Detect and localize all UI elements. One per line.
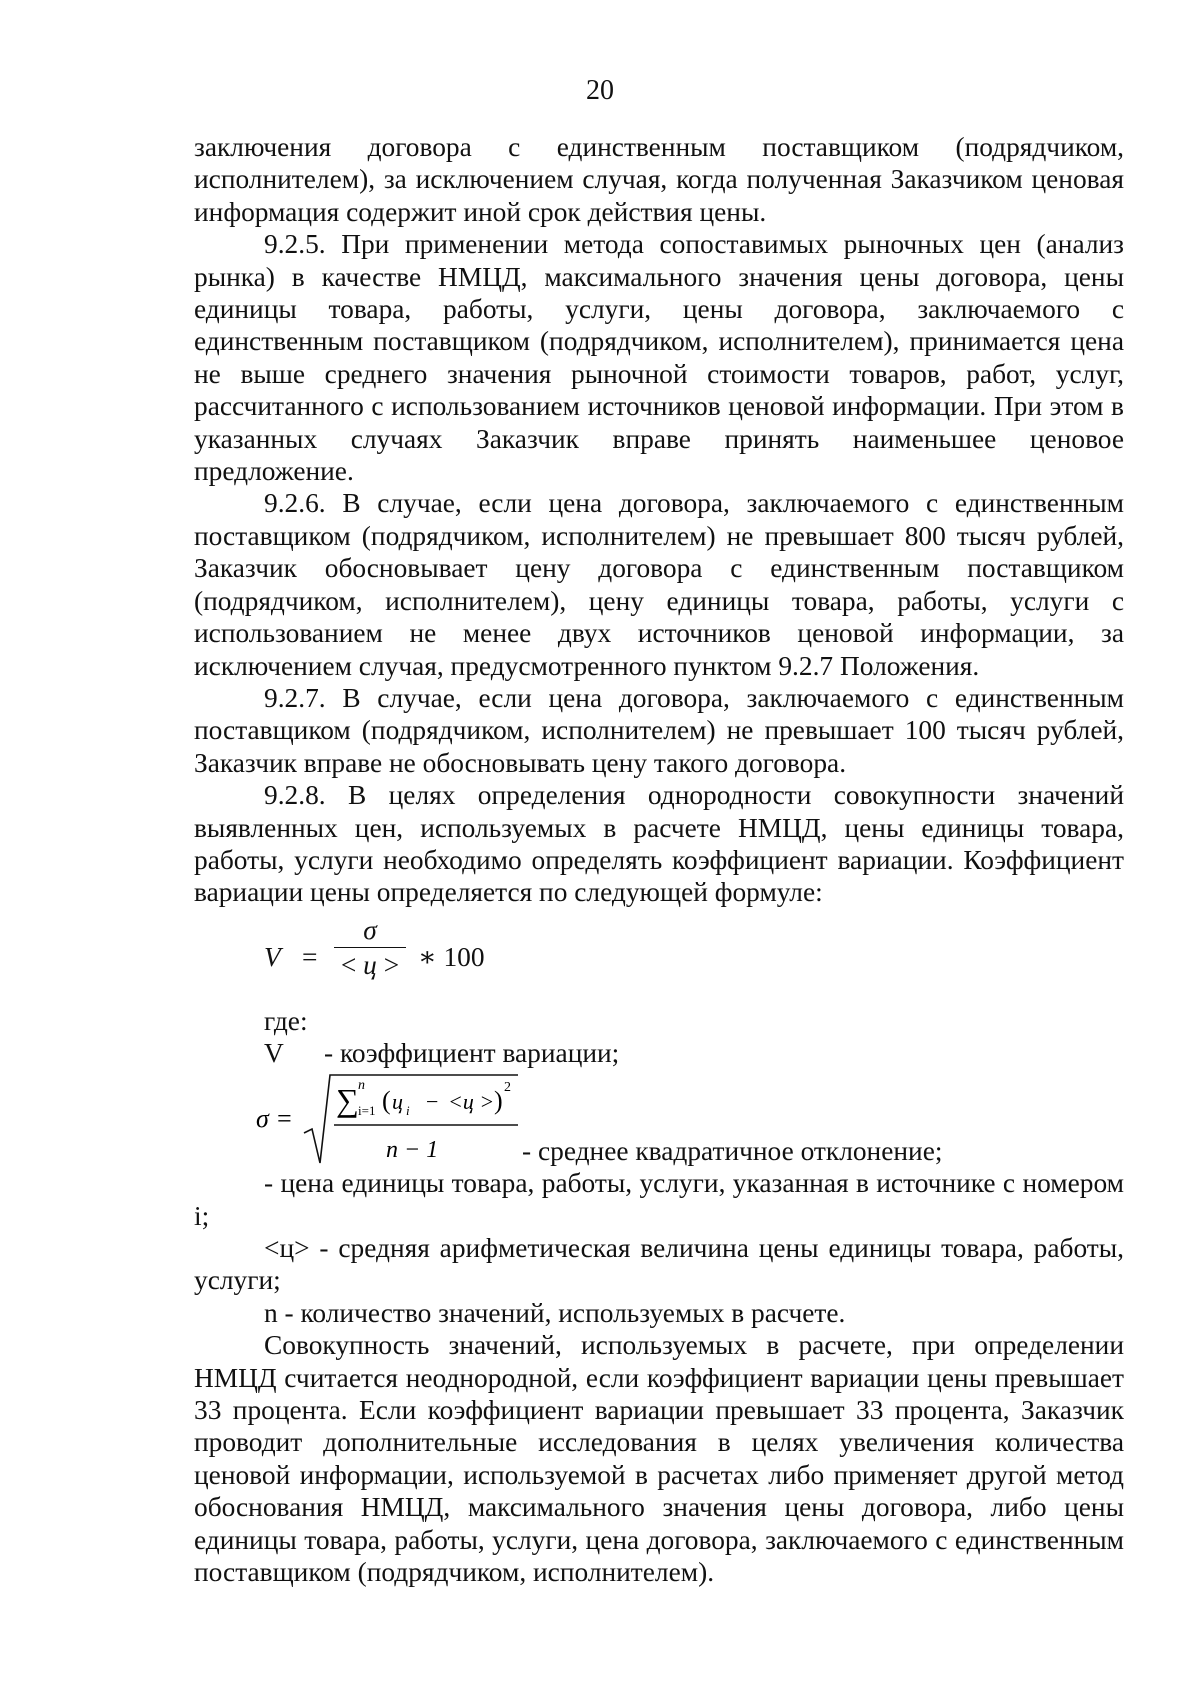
definition-mean: <ц> - средняя арифметическая величина цены единицы товара, работы, услуги; [194, 1232, 1124, 1296]
paragraph-9-2-5: 9.2.5. При применении метода сопоставимых рыночных цен (анализ рынка) в качестве НМЦД, максимального значения цены договора, цены единицы товара, работы, услуги, цены договора, заключаемого с единственным поставщиком (подрядчиком, исполнителем), принимается цена не выше среднего значения рыночной стоимости товаров, работ, услуг, рассчитанного с использованием источников ценовой информации. При этом в указанных случаях Заказчик вправе принять наименьшее ценовое предложение. [194, 229, 1124, 487]
definition-sigma-text: - среднее квадратичное отклонение; [522, 1136, 943, 1167]
definition-n: n - количество значений, используемых в расчете. [264, 1297, 846, 1328]
formula-variation-coefficient [194, 913, 1124, 1005]
sigma-lhs: σ = [256, 1104, 293, 1134]
sum-term-minus: − [426, 1089, 439, 1115]
sum-upper-limit: n [358, 1078, 365, 1094]
paragraph-9-2-8: 9.2.8. В целях определения однородности совокупности значений выявленных цен, используемых в расчете НМЦД, цены единицы товара, работы, услуги необходимо определять коэффициент вариации. Коэффициент вариации цены определяется по следующей формуле: [194, 780, 1124, 908]
formula-v-equals: = [302, 941, 318, 972]
sigma-denominator: n − 1 [386, 1137, 439, 1164]
sum-term-power: 2 [504, 1080, 511, 1096]
sum-sign: ∑ [336, 1082, 359, 1119]
definition-v-text: - коэффициент вариации; [324, 1038, 620, 1069]
paragraph-9-2-7: 9.2.7. В случае, если цена договора, заключаемого с единственным поставщиком (подрядчиком, исполнителем) не превышает 100 тысяч рублей, Заказчик вправе не обосновывать цену такого договора. [194, 682, 1124, 778]
document-body [194, 131, 1124, 1588]
sum-term-ci: ц [392, 1089, 403, 1115]
formula-v-numerator: σ [363, 914, 377, 945]
formula-v-times-100: ∗ 100 [418, 941, 485, 972]
paragraph-9-2-6: 9.2.6. В случае, если цена договора, заключаемого с единственным поставщиком (подрядчиком, исполнителем) не превышает 800 тысяч рублей, Заказчик обосновывает цену договора с единственным поставщиком (подрядчиком, исполнителем), цену единицы товара, работы, услуги с использованием не менее двух источников ценовой информации, за исключением случая, предусмотренного пунктом 9.2.7 Положения. [194, 488, 1124, 681]
paragraph-conclusion: Совокупность значений, используемых в расчете, при определении НМЦД считается неоднородной, если коэффициент вариации цены превышает 33 процента. Если коэффициент вариации превышает 33 процента, Заказчик проводит дополнительные исследования в целях увеличения количества ценовой информации, используемой в расчетах либо применяет другой метод обоснования НМЦД, максимального значения цены договора, либо цены единицы товара, работы, услуги, цена договора, заключаемого с единственным поставщиком (подрядчиком, исполнителем). [194, 1330, 1124, 1588]
formula-v-denominator: < ц > [340, 949, 400, 980]
svg-text:(: ( [382, 1086, 391, 1116]
formula-standard-deviation [194, 1071, 1124, 1167]
definition-v [194, 1037, 1124, 1071]
sigma-formula-graphic [256, 1071, 522, 1167]
svg-text:): ) [494, 1086, 503, 1116]
sum-lower-limit: i=1 [358, 1103, 376, 1119]
page-number: 20 [586, 75, 614, 106]
sum-term-mean: <ц > [448, 1089, 495, 1115]
paragraph-continuation: заключения договора с единственным поставщиком (подрядчиком, исполнителем), за исключением случая, когда полученная Заказчиком ценовая информация содержит иной срок действия цены. [194, 132, 1124, 227]
formula-v-lhs: V [264, 941, 281, 972]
formula-v-fraction [334, 913, 406, 982]
sum-term-subscript: i [406, 1103, 410, 1119]
definition-v-symbol: V [264, 1038, 284, 1069]
definition-ci: - цена единицы товара, работы, услуги, указанная в источнике с номером i; [194, 1168, 1124, 1231]
where-label: где: [264, 1005, 308, 1036]
